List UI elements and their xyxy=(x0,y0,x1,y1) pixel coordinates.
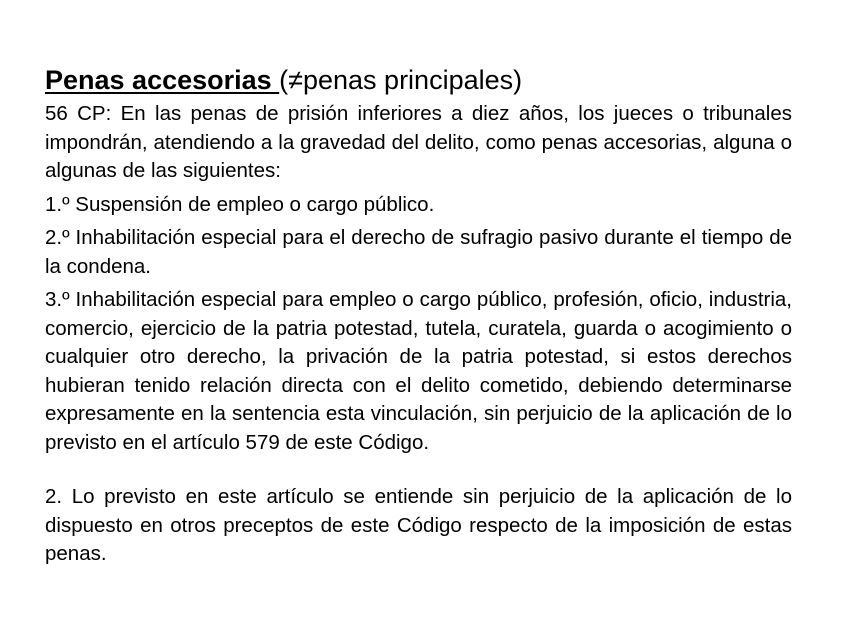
slide-title-sub: (≠penas principales) xyxy=(279,65,523,95)
article-intro-paragraph: 56 CP: En las penas de prisión inferiores a diez años, los jueces o tribunales impondrán, atendiendo a la gravedad del delito, como penas accesorias, alguna o algunas de las siguientes: xyxy=(45,102,792,182)
list-item-2: 2.º Inhabilitación especial para el derecho de sufragio pasivo durante el tiempo de la condena. xyxy=(45,226,792,278)
list-item-3: 3.º Inhabilitación especial para empleo o cargo público, profesión, oficio, industria, comercio, ejercicio de la patria potestad, tutela, curatela, guarda o acogimiento o cualquier otro derecho, la privación de la patria potestad, si estos derechos hubieran tenido relación directa con el delito cometido, debiendo determinarse expresamente en la sentencia esta vinculación, sin perjuicio de la aplicación de lo previsto en el artículo 579 de este Código. xyxy=(45,288,792,454)
list-item-1: 1.º Suspensión de empleo o cargo público. xyxy=(45,192,435,216)
slide-title-main: Penas accesorias xyxy=(45,65,280,95)
article-section-2-paragraph: 2. Lo previsto en este artículo se entiende sin perjuicio de la aplicación de lo dispuesto en otros preceptos de este Código respecto de la imposición de estas penas. xyxy=(45,485,792,565)
document-slide xyxy=(45,62,792,574)
slide-title xyxy=(45,62,792,98)
